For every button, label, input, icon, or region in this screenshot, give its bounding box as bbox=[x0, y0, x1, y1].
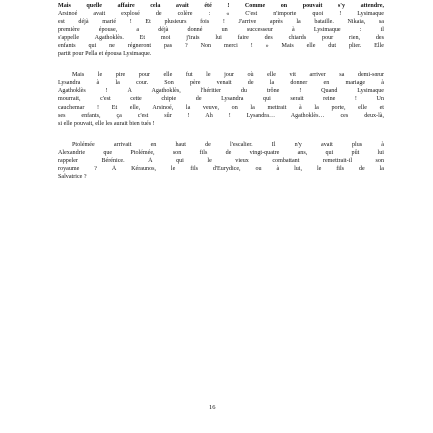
paragraph-line: royaume ? À Kéraunos, le fils d'Eurydice, ou à lui, le fils de la bbox=[58, 165, 384, 172]
paragraph-line: ses enfants, ça c'est sûr ! Ah ! Lysandra… Agathoklès… ces deux-là, bbox=[58, 112, 384, 119]
paragraph-3 bbox=[58, 141, 384, 181]
paragraph-line: partit pour Pella et épousa Lysimaque. bbox=[58, 51, 152, 58]
paragraph-line: Mais le pire pour elle fut le jour où elle vit arriver sa demi-sœur bbox=[72, 72, 384, 79]
paragraph-line: si elle pouvait, elle les aurait bien tués ! bbox=[58, 120, 155, 127]
paragraph-line: cauchemar ! Et elle, Arsinoé, la veuve, on la mettrait à la porte, elle et bbox=[58, 104, 384, 111]
paragraph-line: Mais quelle affaire cela avait été ! Comme on pouvait s'y attendre, bbox=[58, 3, 384, 9]
paragraph-line: Arsinoé avait explosé de colère : « C'est n'importe quoi ! Lysimaque bbox=[58, 11, 384, 18]
page-number: 16 bbox=[209, 404, 216, 411]
paragraph-line: première épouse, a déjà donné un successeur à Lysimaque : il bbox=[58, 27, 384, 34]
paragraph-line: Alexandrie que Ptolémée, son fils de vingt-quatre ans, qui pût lui bbox=[58, 149, 384, 156]
paragraph-line: s'appelle Agathoklès. Et moi j'irais lui faire des chiards pour rien, des bbox=[58, 35, 384, 42]
paragraph-line: rappeler Bérénice. À qui le vieux combattant remettrait-il son bbox=[58, 157, 384, 164]
paragraph-1 bbox=[58, 2, 384, 58]
paragraph-line: mourrait, c'est cette chipie de Lysandra qui serait reine ! Un bbox=[58, 96, 384, 103]
paragraph-line: Lysandra à la cour. Son père venait de la donner en mariage à bbox=[58, 80, 384, 87]
document-page bbox=[58, 2, 384, 181]
paragraph-line: est déjà marié ! Et plusieurs fois ! J'arrive après la bataille. Nikaia, sa bbox=[58, 19, 384, 26]
paragraph-line: Agathoklès ! À Agathoklès, l'héritier du trône ! Quand Lysimaque bbox=[58, 88, 384, 95]
paragraph-line: Salvatrice ? bbox=[58, 173, 87, 180]
paragraph-line: enfants qui ne régneront pas ? Non merci ! » Mais elle dut plier. Elle bbox=[58, 43, 384, 50]
paragraph-2 bbox=[58, 71, 384, 127]
paragraph-line: Ptolémée arrivait en haut de l'escalier. Il n'y avait plus à bbox=[72, 141, 384, 148]
